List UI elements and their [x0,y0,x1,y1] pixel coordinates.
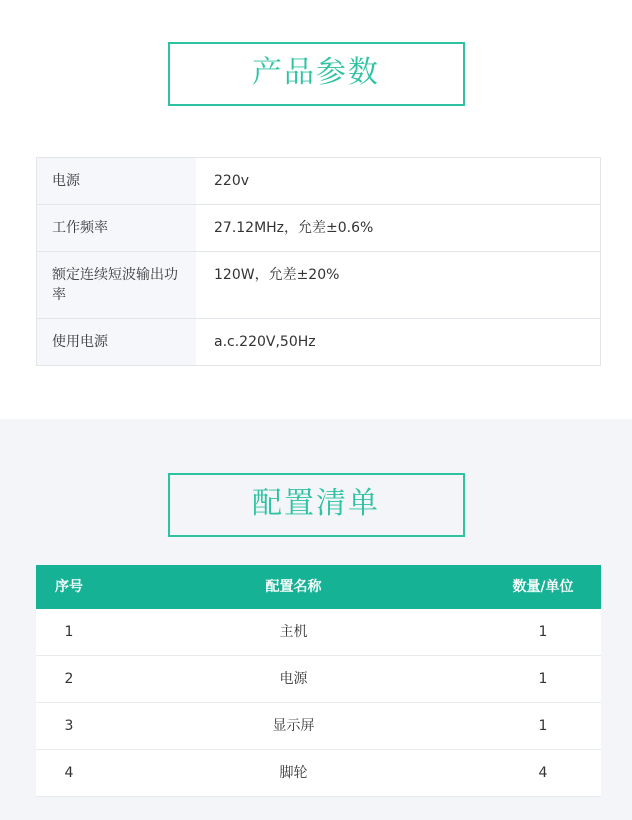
table-row [36,750,601,797]
param-label: 工作频率 [37,205,197,252]
table-row [37,252,601,319]
config-name: 显示屏 [102,703,485,750]
config-index: 1 [36,609,102,656]
config-list-title-box [168,473,465,537]
config-quantity: 1 [485,656,601,703]
param-value: 220v [214,173,250,189]
param-value: a.c.220V,50Hz [196,319,601,366]
column-header-name: 配置名称 [102,565,485,609]
table-row [37,319,601,366]
config-quantity: 1 [485,609,601,656]
param-value: 120W，允差±20% [196,252,601,319]
product-params-table [36,157,601,366]
table-row [37,205,601,252]
table-header-row [36,565,601,609]
param-label: 使用电源 [37,319,197,366]
config-list-table [36,565,601,797]
config-index: 3 [36,703,102,750]
column-header-index: 序号 [36,565,102,609]
param-label: 电源 [37,158,197,205]
config-name: 电源 [102,656,485,703]
product-params-title: 产品参数 [252,55,380,90]
config-name: 主机 [102,609,485,656]
product-params-section [0,0,632,366]
config-list-title: 配置清单 [252,486,380,521]
config-index: 4 [36,750,102,797]
column-header-quantity: 数量/单位 [485,565,601,609]
param-value: 27.12MHz，允差±0.6% [196,205,601,252]
config-name: 脚轮 [102,750,485,797]
param-label: 额定连续短波输出功率 [37,252,197,319]
config-index: 2 [36,656,102,703]
table-row [37,158,601,205]
config-quantity: 4 [485,750,601,797]
config-list-section [0,419,632,820]
table-row [36,656,601,703]
table-row [36,703,601,750]
table-row [36,609,601,656]
product-params-title-box [168,42,465,106]
config-quantity: 1 [485,703,601,750]
